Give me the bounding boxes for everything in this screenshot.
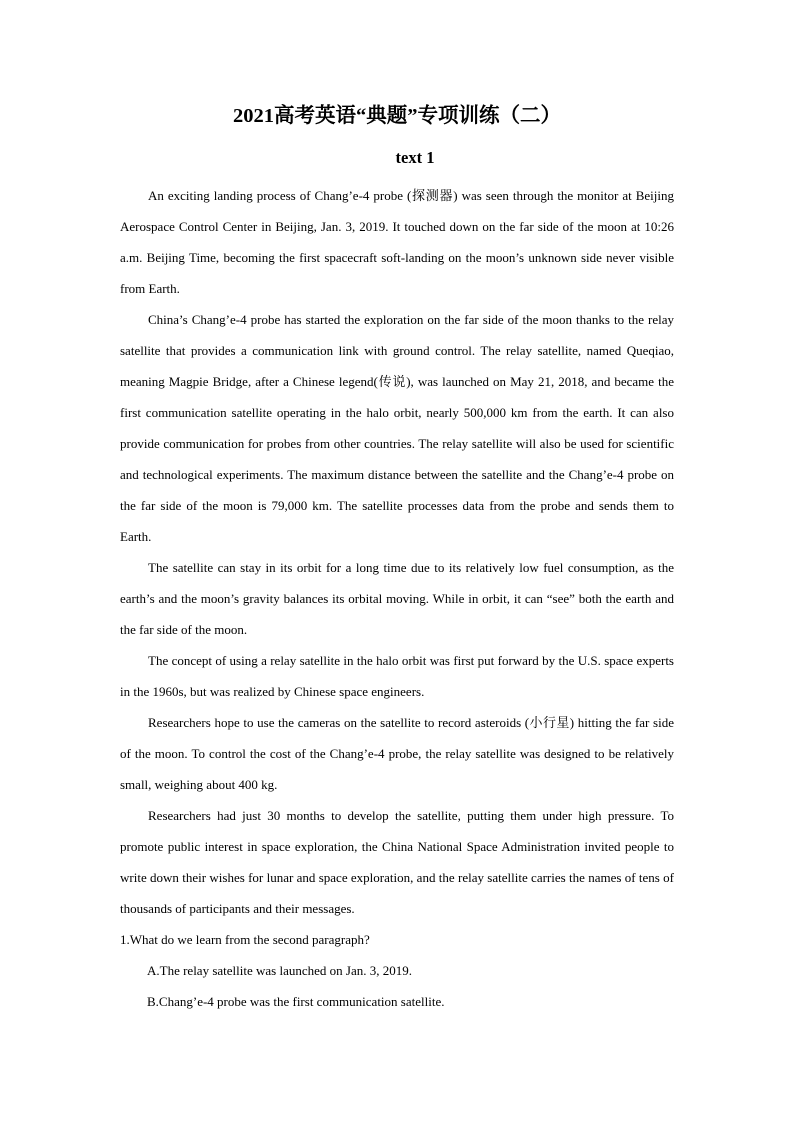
paragraph-2: China’s Chang’e-4 probe has started the exploration on the far side of the moon thanks to the relay satellite that provides a communication link with ground control. The relay satellite, named Queqiao, meaning Magpie Bridge, after a Chinese legend(传说), was launched on May 21, 2018, and became the first communication satellite operating in the halo orbit, nearly 500,000 km from the earth. It can also provide communication for probes from other countries. The relay satellite will also be used for scientific and technological experiments. The maximum distance between the satellite and the Chang’e-4 probe on the far side of the moon is 79,000 km. The satellite processes data from the probe and sends them to Earth. — [120, 312, 674, 544]
paragraph-4: The concept of using a relay satellite in the halo orbit was first put forward by the U.S. space experts in the 1960s, but was realized by Chinese space engineers. — [120, 653, 674, 699]
text-heading: text 1 — [395, 148, 435, 167]
paragraph-1: An exciting landing process of Chang’e-4 probe (探测器) was seen through the monitor at Beijing Aerospace Control Center in Beijing, Jan. 3, 2019. It touched down on the far side of the moon at 10:26 a.m. Beijing Time, becoming the first spacecraft soft-landing on the moon’s unknown side never visible from Earth. — [120, 188, 674, 296]
paragraph-3: The satellite can stay in its orbit for a long time due to its relatively low fuel consumption, as the earth’s and the moon’s gravity balances its orbital moving. While in orbit, it can “see” both the earth and the far side of the moon. — [120, 560, 674, 637]
document-title: 2021高考英语“典题”专项训练（二） — [233, 105, 561, 127]
paragraph-6: Researchers had just 30 months to develop the satellite, putting them under high pressure. To promote public interest in space exploration, the China National Space Administration invited people to write down their wishes for lunar and space exploration, and the relay satellite carries the names of tens of thousands of participants and their messages. — [120, 808, 674, 916]
paragraph-5: Researchers hope to use the cameras on the satellite to record asteroids (小行星) hitting the far side of the moon. To control the cost of the Chang’e-4 probe, the relay satellite was designed to be relatively small, weighing about 400 kg. — [120, 715, 674, 792]
question-option-b: B.Chang’e-4 probe was the first communication satellite. — [147, 994, 445, 1009]
question-stem: 1.What do we learn from the second paragraph? — [120, 932, 370, 947]
passage-body — [120, 180, 674, 1017]
question-option-a: A.The relay satellite was launched on Jan. 3, 2019. — [147, 963, 412, 978]
